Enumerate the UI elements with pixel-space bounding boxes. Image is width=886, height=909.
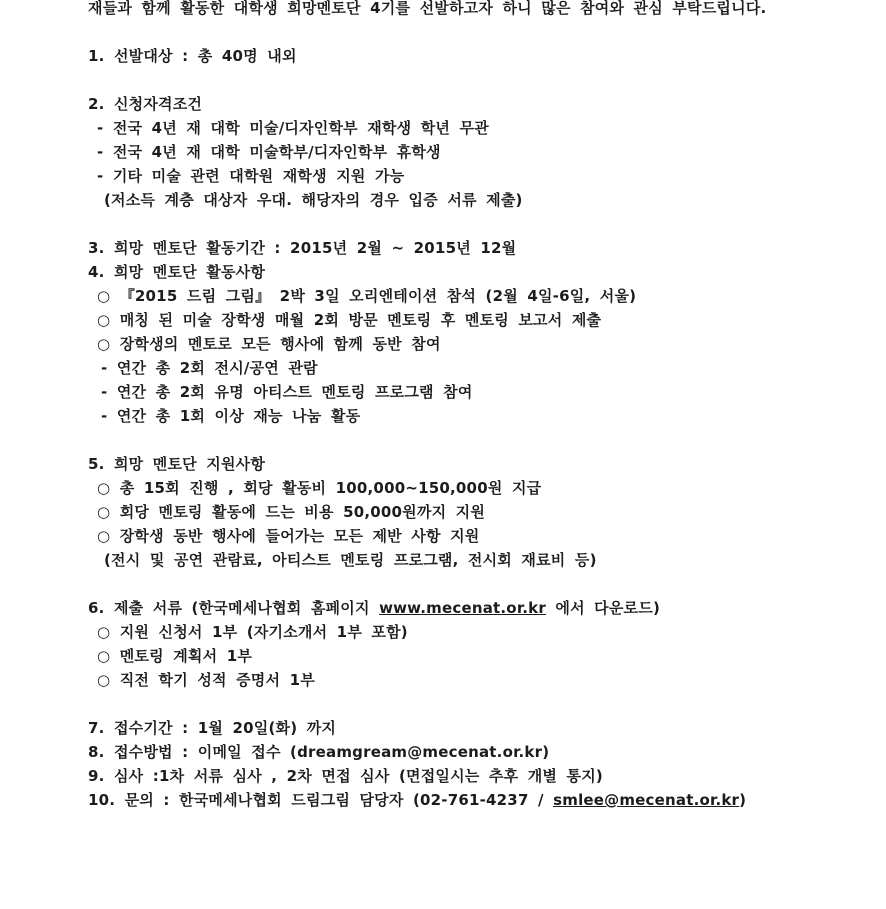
section-10-title-suffix: ) [739,791,747,809]
section-2-note: (저소득 계층 대상자 우대. 해당자의 경우 입증 서류 제출) [104,191,523,209]
blank-line [88,212,866,236]
section-3-title: 3. 희망 멘토단 활동기간 : 2015년 2월 ~ 2015년 12월 [88,239,517,257]
section-4-subitem: - 연간 총 2회 유명 아티스트 멘토링 프로그램 참여 [101,383,473,401]
section-1-title: 1. 선발대상 : 총 40명 내외 [88,47,297,65]
section-5-item: ○ 회당 멘토링 활동에 드는 비용 50,000원까지 지원 [97,503,486,521]
contact-email-link[interactable]: smlee@mecenat.or.kr [553,791,740,809]
section-4-title: 4. 희망 멘토단 활동사항 [88,263,266,281]
section-5-note: (전시 및 공연 관람료, 아티스트 멘토링 프로그램, 전시회 재료비 등) [104,551,597,569]
section-2-item: - 전국 4년 재 대학 미술학부/디자인학부 휴학생 [97,143,441,161]
section-5-title: 5. 희망 멘토단 지원사항 [88,455,266,473]
section-6-title-prefix: 6. 제출 서류 (한국메세나협회 홈페이지 [88,599,380,617]
section-8-title: 8. 접수방법 : 이메일 접수 (dreamgream@mecenat.or.kr) [88,743,550,761]
section-4-item: ○ 장학생의 멘토로 모든 행사에 함께 동반 참여 [97,335,441,353]
section-6-title [88,596,866,620]
section-2-item: - 기타 미술 관련 대학원 재학생 지원 가능 [97,167,405,185]
section-10-title-prefix: 10. 문의 : 한국메세나협회 드림그림 담당자 (02-761-4237 / [88,791,554,809]
section-10-title [88,788,866,812]
document-page [88,0,866,812]
section-4-item: ○ 『2015 드림 그림』 2박 3일 오리엔테이션 참석 (2월 4일-6일, 서울) [97,287,637,305]
section-4-item: ○ 매칭 된 미술 장학생 매월 2회 방문 멘토링 후 멘토링 보고서 제출 [97,311,602,329]
section-6-item: ○ 지원 신청서 1부 (자기소개서 1부 포함) [97,623,408,641]
blank-line [88,428,866,452]
section-2-item: - 전국 4년 재 대학 미술/디자인학부 재학생 학년 무관 [97,119,489,137]
blank-line [88,68,866,92]
section-7-title: 7. 접수기간 : 1월 20일(화) 까지 [88,719,337,737]
section-5-item: ○ 총 15회 진행 , 회당 활동비 100,000~150,000원 지급 [97,479,542,497]
section-2-title: 2. 신청자격조건 [88,95,203,113]
section-4-subitem: - 연간 총 1회 이상 재능 나눔 활동 [101,407,361,425]
section-9-title: 9. 심사 :1차 서류 심사 , 2차 면접 심사 (면접일시는 추후 개별 통지) [88,767,603,785]
section-6-item: ○ 멘토링 계획서 1부 [97,647,253,665]
mecenat-website-link[interactable]: www.mecenat.or.kr [379,599,546,617]
section-6-item: ○ 직전 학기 성적 증명서 1부 [97,671,315,689]
blank-line [88,572,866,596]
blank-line [88,692,866,716]
intro-line: 재들과 함께 활동한 대학생 희망멘토단 4기를 선발하고자 하니 많은 참여와 관심 부탁드립니다. [88,0,767,17]
section-5-item: ○ 장학생 동반 행사에 들어가는 모든 제반 사항 지원 [97,527,480,545]
section-6-title-suffix: 에서 다운로드) [545,599,660,617]
blank-line [88,20,866,44]
section-4-subitem: - 연간 총 2회 전시/공연 관람 [101,359,318,377]
